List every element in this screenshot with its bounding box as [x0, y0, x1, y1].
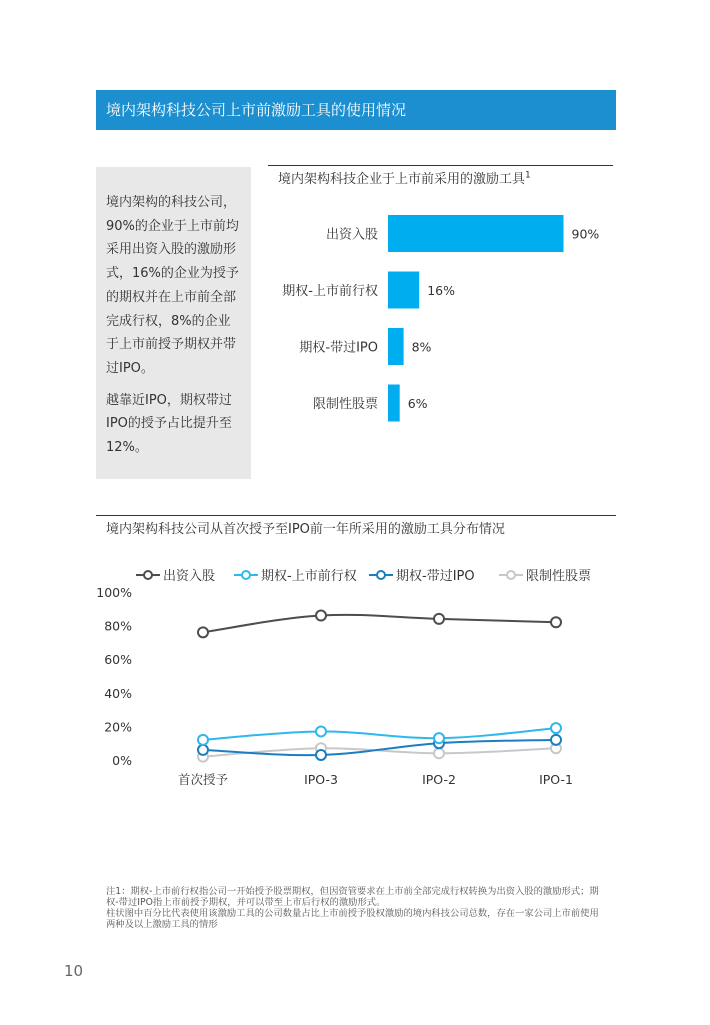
bar-value-label-1: 16%	[427, 283, 455, 298]
footnote-marker: 1	[525, 170, 531, 181]
bar-chart-title	[278, 168, 531, 187]
page-number: 10	[64, 962, 84, 980]
legend-marker-1	[242, 571, 250, 579]
series-line-0	[203, 615, 556, 632]
bar-category-label-1: 期权-上市前行权	[282, 284, 378, 299]
line-chart	[96, 560, 616, 800]
series-2-point-1	[316, 750, 326, 760]
bar-0	[388, 215, 564, 252]
summary-box	[96, 167, 251, 479]
legend-label-3: 限制性股票	[526, 569, 592, 584]
footnotes	[106, 886, 606, 930]
series-0-point-3	[551, 617, 561, 627]
summary-paragraph-1: 境内架构的科技公司，90%的企业于上市前均采用出资入股的激励形式，16%的企业为授予的期权并在上市前全部完成行权，8%的企业于上市前授予期权并带过IPO。	[106, 195, 239, 376]
bar-category-label-2: 期权-带过IPO	[299, 340, 378, 356]
bar-1	[388, 272, 419, 309]
legend-label-1: 期权-上市前行权	[261, 569, 357, 584]
series-line-1	[203, 728, 556, 740]
series-0-point-0	[198, 627, 208, 637]
legend-label-2: 期权-带过IPO	[396, 569, 475, 584]
bar-category-label-0: 出资入股	[325, 227, 378, 243]
y-tick-label-3: 60%	[104, 652, 132, 668]
legend-marker-0	[144, 571, 152, 579]
summary-paragraph-2: 越靠近IPO，期权带过IPO的授予占比提升至12%。	[106, 392, 232, 456]
series-0-point-2	[434, 614, 444, 624]
bar-3	[388, 385, 400, 422]
y-tick-label-5: 100%	[96, 585, 132, 600]
bar-2	[388, 328, 404, 365]
y-tick-label-0: 0%	[112, 753, 132, 768]
bar-value-label-0: 90%	[571, 226, 600, 242]
bar-chart-rule	[268, 165, 613, 166]
y-tick-label-2: 40%	[104, 685, 132, 701]
series-1-point-1	[316, 726, 326, 736]
series-1-point-3	[551, 723, 561, 733]
series-3-point-2	[434, 748, 444, 758]
series-0-point-1	[316, 611, 326, 621]
legend-marker-2	[377, 571, 385, 579]
footnote-1: 注1：期权-上市前行权指公司一开始授予股票期权，但因资管要求在上市前全部完成行权转换为出资入股的激励形式；期权-带过IPO指上市前授予期权，并可以带至上市后行权的激励形式。	[106, 886, 599, 908]
x-tick-label-0: 首次授予	[177, 772, 229, 787]
legend-label-0: 出资入股	[163, 569, 216, 584]
y-tick-label-4: 80%	[104, 618, 132, 634]
section-title: 境内架构科技公司上市前激励工具的使用情况	[106, 101, 407, 119]
bar-category-label-3: 限制性股票	[312, 397, 378, 412]
x-tick-label-3: IPO-1	[539, 772, 573, 787]
bar-value-label-2: 8%	[411, 339, 432, 355]
bar-value-label-3: 6%	[407, 396, 428, 411]
legend-marker-3	[507, 571, 515, 579]
x-tick-label-1: IPO-3	[304, 772, 338, 787]
series-1-point-2	[434, 733, 444, 743]
series-2-point-3	[551, 735, 561, 745]
series-2-point-0	[198, 745, 208, 755]
series-1-point-0	[198, 735, 208, 745]
x-tick-label-2: IPO-2	[422, 772, 456, 787]
bar-chart-title-text: 境内架构科技企业于上市前采用的激励工具	[278, 172, 526, 187]
footnote-2: 柱状图中百分比代表使用该激励工具的公司数量占比上市前授予股权激励的境内科技公司总数，存在一家公司上市前使用两种及以上激励工具的情形	[106, 908, 599, 930]
series-line-2	[203, 740, 556, 755]
line-chart-title: 境内架构科技公司从首次授予至IPO前一年所采用的激励工具分布情况	[106, 522, 505, 537]
y-tick-label-1: 20%	[104, 719, 132, 735]
line-chart-rule	[96, 515, 616, 516]
section-header	[96, 90, 616, 130]
bar-chart	[270, 195, 615, 435]
